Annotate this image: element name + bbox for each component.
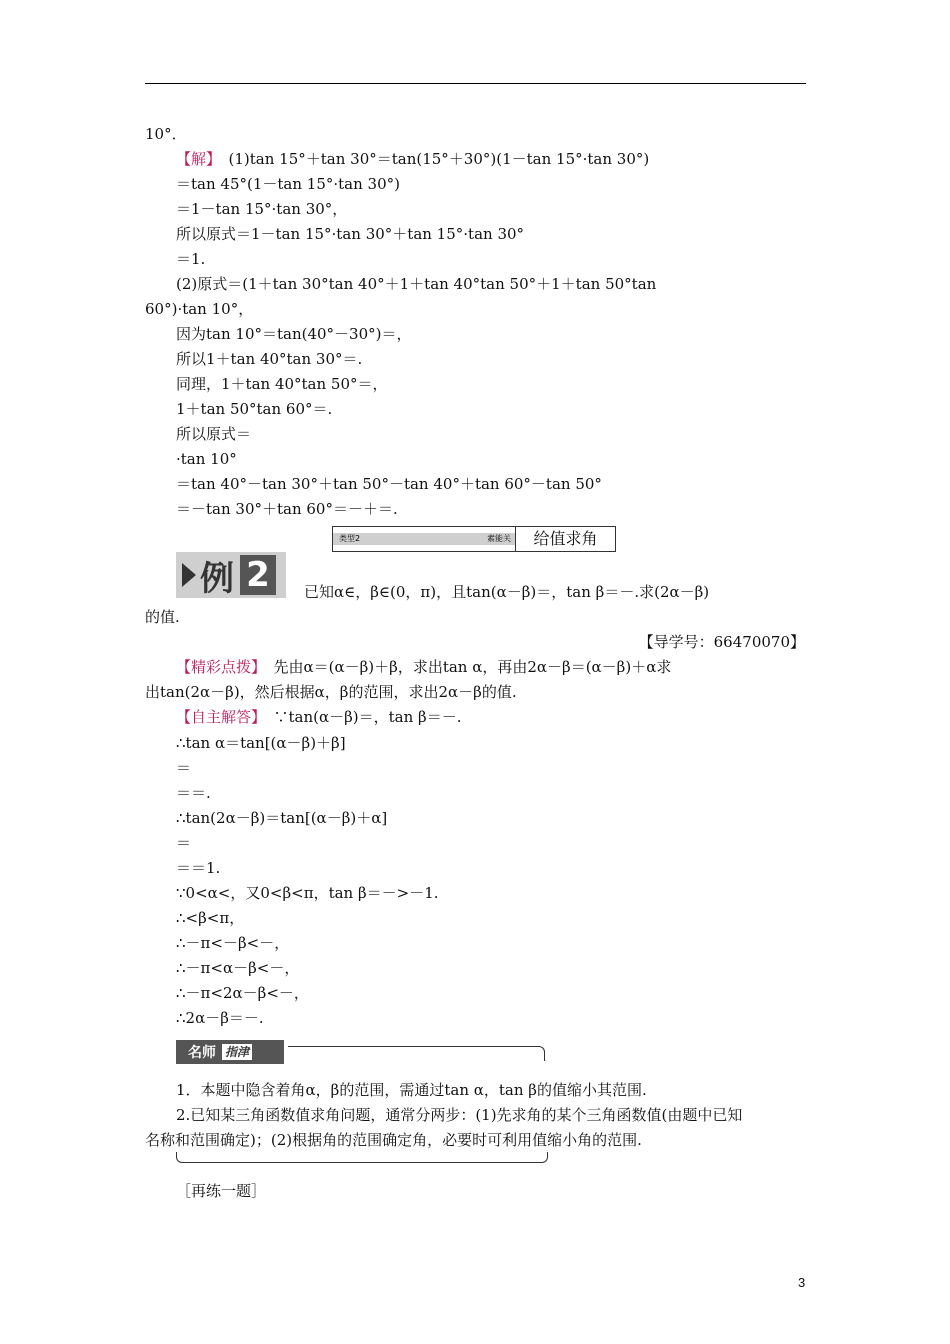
- text-line: 因为tan 10°＝tan(40°－30°)＝，: [176, 325, 412, 343]
- hint-line: 出tan(2α－β)，然后根据α，β的范围，求出2α－β的值.: [145, 683, 517, 701]
- tips-frame-top: [288, 1046, 545, 1061]
- solve-line: ∴<β<π，: [176, 909, 245, 927]
- tips-label: [176, 1040, 284, 1064]
- practice-heading: ［再练一题］: [176, 1182, 267, 1200]
- tips-line: 名称和范围确定)；(2)根据角的范围确定角，必要时可利用值缩小角的范围.: [145, 1131, 642, 1149]
- page-number: 3: [798, 1275, 806, 1290]
- text-span: (1)tan 15°＋tan 30°＝tan(15°＋30°)(1－tan 15°·tan 30°): [213, 150, 650, 168]
- solve-line: ＝: [176, 759, 192, 777]
- text-span: ∵tan(α－β)＝，tan β＝－.: [258, 708, 462, 726]
- tips-frame-bottom: [176, 1152, 548, 1163]
- type-title: 给值求角: [515, 527, 615, 551]
- text-line: ＝1－tan 15°·tan 30°，: [176, 200, 348, 218]
- hint-tag: 【精彩点拨】: [176, 658, 259, 676]
- text-span: 先由α＝(α－β)＋β，求出tan α，再由2α－β＝(α－β)＋α求: [258, 658, 672, 676]
- solution-tag: 【解】: [176, 150, 214, 168]
- example-text: 已知α∈，β∈(0，π)，且tan(α－β)＝，tan β＝－.求(2α－β): [304, 583, 710, 601]
- arrow-icon: [182, 563, 196, 587]
- text-line: ·tan 10°: [176, 450, 237, 468]
- type-label: 类型2: [339, 534, 361, 543]
- hint-line: [176, 657, 671, 677]
- solve-line: ∴tan α＝tan[(α－β)＋β]: [176, 734, 346, 752]
- example-char: 例: [200, 558, 234, 599]
- example-badge: [176, 552, 286, 598]
- text-line: 同理，1＋tan 40°tan 50°＝，: [176, 375, 388, 393]
- text-line: ＝tan 40°－tan 30°＋tan 50°－tan 40°＋tan 60°－tan 50°: [176, 475, 602, 493]
- solve-line: ∴－π<－β<－，: [176, 934, 290, 952]
- solve-line: ∴－π<α－β<－，: [176, 959, 300, 977]
- text-line: ＝－tan 30°＋tan 60°＝－＋＝.: [176, 500, 398, 518]
- text-line: 60°)·tan 10°，: [145, 300, 254, 318]
- text-line: 10°．: [145, 125, 187, 143]
- solve-line: ∴tan(2α－β)＝tan[(α－β)＋α]: [176, 809, 388, 827]
- solve-tag: 【自主解答】: [176, 708, 259, 726]
- tips-label-main: 名师: [188, 1045, 216, 1061]
- text-line: 1＋tan 50°tan 60°＝.: [176, 400, 333, 418]
- text-line: (2)原式＝(1＋tan 30°tan 40°＋1＋tan 40°tan 50°＋1＋tan 50°tan: [176, 275, 657, 293]
- solve-line: ＝＝.: [176, 784, 211, 802]
- solve-line: ∴2α－β＝－.: [176, 1009, 264, 1027]
- tips-label-sub: 指津: [222, 1044, 252, 1060]
- example-text: 的值.: [145, 608, 180, 626]
- text-line: ＝1.: [176, 250, 206, 268]
- solve-line: ＝＝1.: [176, 859, 221, 877]
- header-rule: [145, 83, 806, 84]
- solve-line: ＝: [176, 834, 192, 852]
- text-line: 所以原式＝1－tan 15°·tan 30°＋tan 15°·tan 30°: [176, 225, 525, 243]
- text-line: [176, 149, 649, 169]
- type-heading-box: [332, 526, 616, 552]
- tips-line: 2.已知某三角函数值求角问题，通常分两步：(1)先求角的某个三角函数值(由题中已知: [176, 1106, 743, 1124]
- type-heading-bar: [333, 527, 515, 551]
- guide-number: 【导学号：66470070】: [638, 633, 805, 651]
- solve-line: [176, 707, 462, 727]
- type-sublabel: 素能关: [487, 534, 511, 543]
- text-line: ＝tan 45°(1－tan 15°·tan 30°): [176, 175, 400, 193]
- solve-line: ∴－π<2α－β<－，: [176, 984, 309, 1002]
- example-number: 2: [240, 555, 276, 595]
- text-line: 所以原式＝: [176, 425, 252, 443]
- tips-line: 1．本题中隐含着角α，β的范围，需通过tan α，tan β的值缩小其范围.: [176, 1081, 647, 1099]
- text-line: 所以1＋tan 40°tan 30°＝.: [176, 350, 363, 368]
- solve-line: ∵0<α<，又0<β<π，tan β＝－>－1.: [176, 884, 439, 902]
